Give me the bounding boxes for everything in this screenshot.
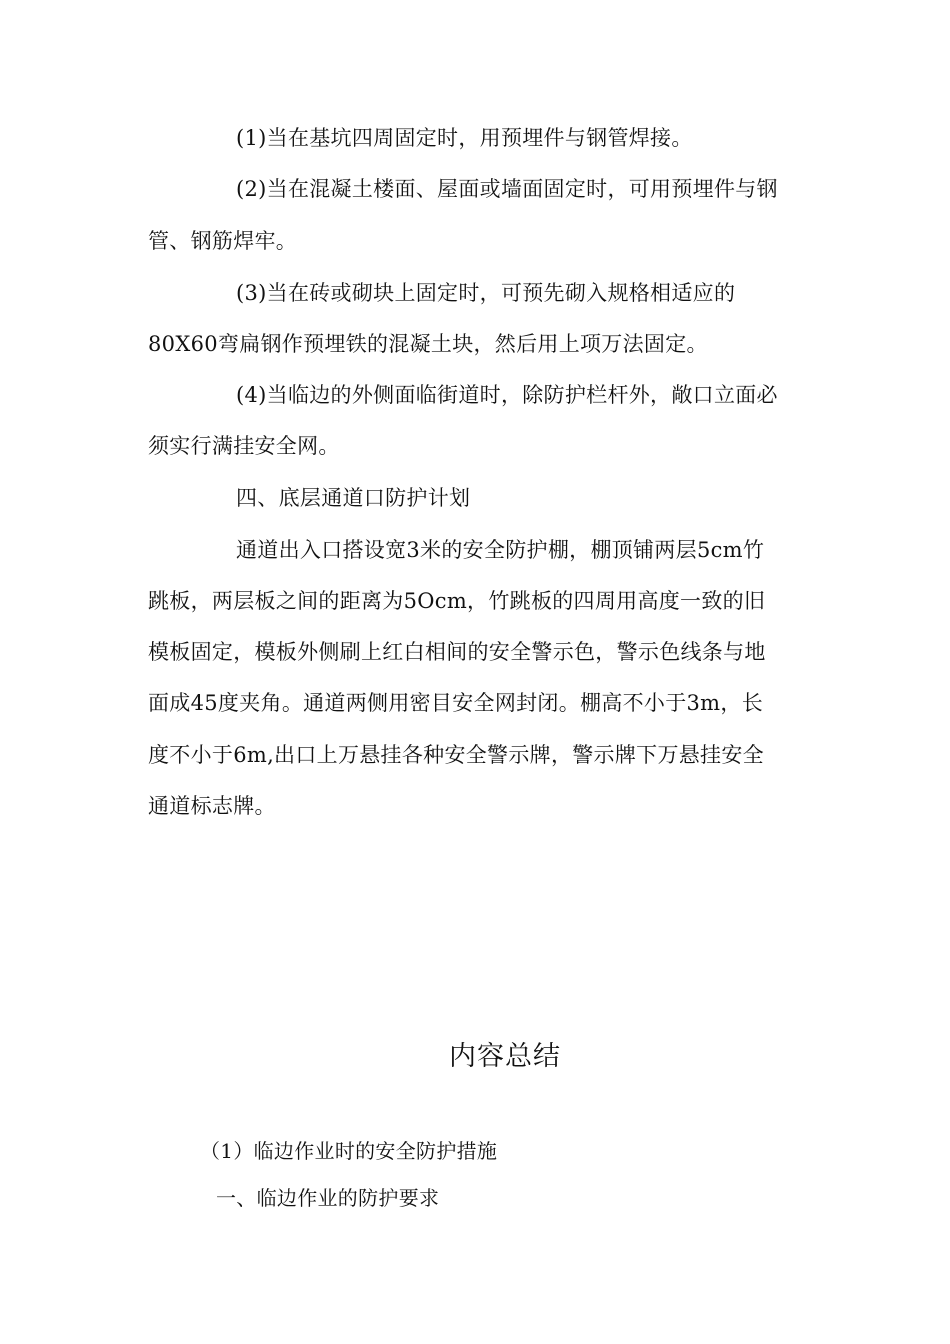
summary-title: 内容总结	[449, 1041, 561, 1072]
paragraph-6-line-3: 模板固定，模板外侧刷上红白相间的安全警示色，警示色线条与地	[148, 640, 766, 664]
paragraph-2-line-1: (2)当在混凝土楼面、屋面或墙面固定时，可用预埋件与钢	[236, 177, 778, 201]
section-heading: 四、底层通道口防护计划	[236, 486, 471, 510]
paragraph-1-line-1: (1)当在基坑四周固定时，用预埋件与钢管焊接。	[236, 126, 693, 150]
paragraph-4-line-1: (4)当临边的外侧面临街道时，除防护栏杆外，敞口立面必	[236, 383, 778, 407]
paragraph-6-line-6: 通道标志牌。	[148, 794, 276, 818]
paragraph-2-line-2: 管、钢筋焊牢。	[148, 229, 298, 253]
paragraph-4-line-2: 须实行满挂安全网。	[148, 434, 340, 458]
paragraph-6-line-5: 度不小于6m,出口上万悬挂各种安全警示牌，警示牌下万悬挂安全	[148, 743, 764, 767]
paragraph-3-line-1: (3)当在砖或砌块上固定时，可预先砌入规格相适应的	[236, 281, 736, 305]
paragraph-6-line-1: 通道出入口搭设宽3米的安全防护棚，棚顶铺两层5cm竹	[236, 538, 765, 562]
paragraph-6-line-2: 跳板，两层板之间的距离为5Ocm，竹跳板的四周用高度一致的旧	[148, 589, 766, 613]
summary-item-1: （1）临边作业时的安全防护措施	[200, 1139, 498, 1163]
paragraph-6-line-4: 面成45度夹角。通道两侧用密目安全网封闭。棚高不小于3m，长	[148, 691, 763, 715]
summary-item-2: 一、临边作业的防护要求	[216, 1186, 440, 1210]
paragraph-3-line-2: 80X60弯扁钢作预埋铁的混凝土块，然后用上项万法固定。	[148, 332, 708, 356]
